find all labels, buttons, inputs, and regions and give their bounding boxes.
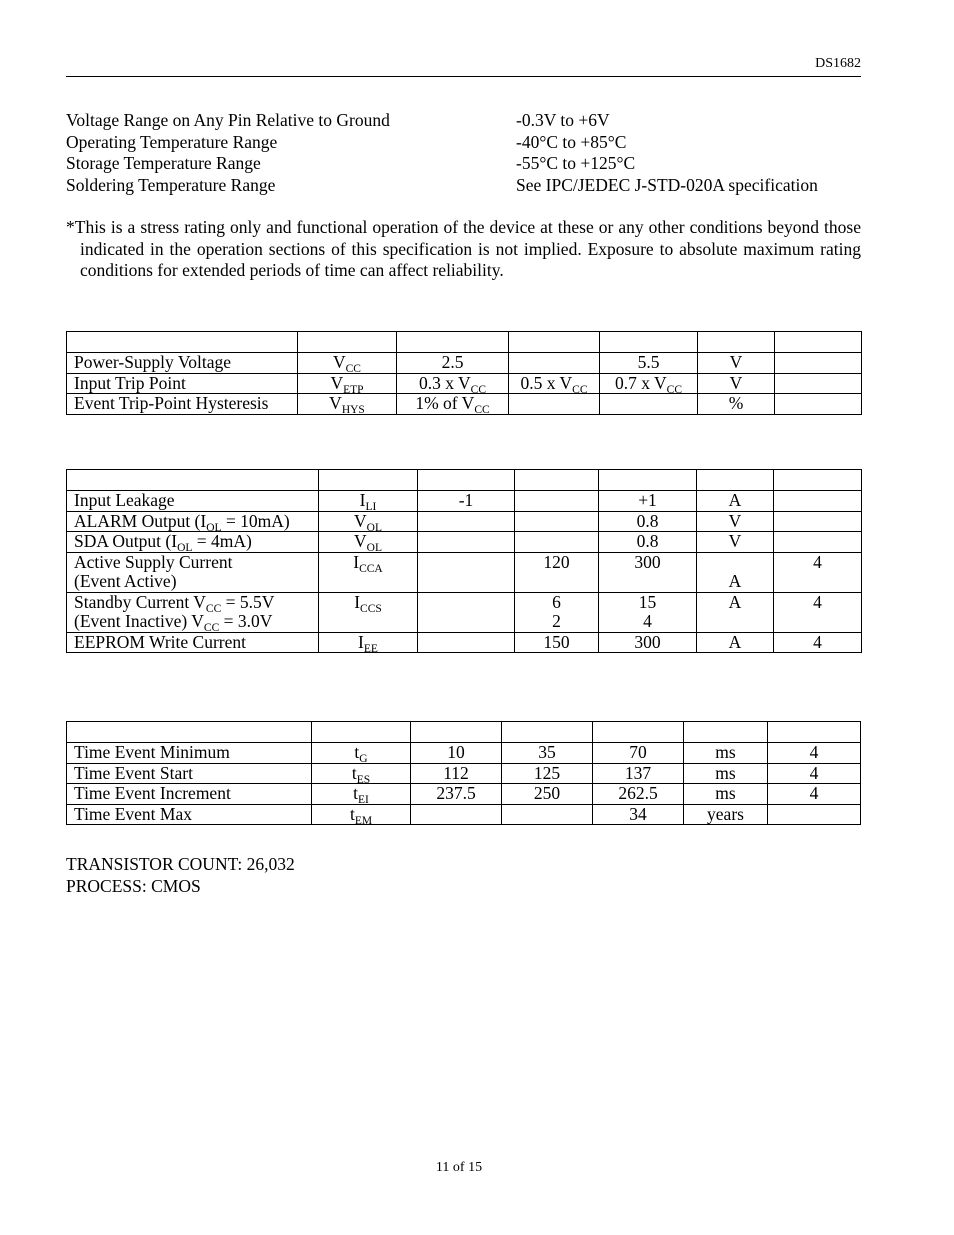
rating-parameter: Storage Temperature Range [66,153,261,173]
table-row [67,491,862,512]
units-cell: A [697,491,774,512]
table-row [67,592,862,632]
notes-cell: 4 [774,632,862,653]
max-cell: 0.7 x $V_{CC}$ [600,373,698,394]
typ-cell [515,511,599,532]
table-row [67,784,861,805]
units-cell: V [698,373,775,394]
table-row [67,373,862,394]
units-cell: A [697,592,774,632]
rating-row [66,132,866,154]
min-cell [418,632,515,653]
typ-cell: 250 [502,784,593,805]
document-id: DS1682 [815,56,861,71]
page-number: 11 of 15 [435,1160,483,1175]
symbol-cell: $V_{ETP}$ [298,373,397,394]
table-row [67,763,861,784]
symbol-cell: $I_{EE}$ [319,632,418,653]
table-header-row [67,332,862,353]
min-cell [418,511,515,532]
typ-cell [515,491,599,512]
symbol-cell: $t_{EI}$ [312,784,411,805]
notes-cell [775,373,862,394]
notes-cell [775,394,862,415]
param-cell: Event Trip-Point Hysteresis [67,394,298,415]
timing-characteristics-table [66,721,861,825]
symbol-cell: $t_G$ [312,743,411,764]
process-info [66,853,295,897]
table-header-row [67,722,861,743]
symbol-cell: $I_{CCA}$ [319,552,418,592]
rating-value: -0.3V to +6V [516,110,610,130]
units-cell: ms [684,763,768,784]
param-cell: Input Leakage [67,491,319,512]
max-cell: 5.5 [600,353,698,374]
typ-cell [515,532,599,553]
symbol-cell: $I_{LI}$ [319,491,418,512]
absolute-maximum-ratings [66,110,866,196]
symbol-cell: $I_{CCS}$ [319,592,418,632]
rating-parameter: Operating Temperature Range [66,131,278,152]
page-header [66,56,861,77]
min-cell: -1 [418,491,515,512]
table-header-row [67,470,862,491]
table-row [67,552,862,592]
symbol-cell: $V_{OL}$ [319,511,418,532]
param-cell: Input Trip Point [67,373,298,394]
transistor-count: TRANSISTOR COUNT: 26,032 [66,854,295,874]
note-text: *This is a stress rating only and functional operation of the device at these or any other conditions beyond those indicated in the operation sections of this specification is not implied. Exposure to absolute maximum rating conditions for extended periods of time can affect reliability. [66,217,861,280]
units-cell: A [697,632,774,653]
min-cell: 0.3 x $V_{CC}$ [397,373,509,394]
rating-value: -55°C to +125°C [516,153,636,173]
param-cell: Power-Supply Voltage [67,353,298,374]
max-cell [600,394,698,415]
min-cell: 10 [411,743,502,764]
units-cell: V [698,353,775,374]
max-cell: 70 [593,743,684,764]
process: PROCESS: CMOS [66,876,201,896]
units-cell: ms [684,743,768,764]
rating-row [66,153,866,175]
symbol-cell: $t_{ES}$ [312,763,411,784]
table-row [67,394,862,415]
symbol-cell: $V_{CC}$ [298,353,397,374]
table-row [67,511,862,532]
typ-cell: 6 2 [515,592,599,632]
stress-rating-note [66,217,861,282]
typ-cell: 125 [502,763,593,784]
min-cell: 1% of $V_{CC}$ [397,394,509,415]
notes-cell [774,491,862,512]
units-cell: V [697,511,774,532]
max-cell: 137 [593,763,684,784]
notes-cell: 4 [768,763,861,784]
units-cell: % [698,394,775,415]
typ-cell: 120 [515,552,599,592]
param-cell: Time Event Minimum [67,743,312,764]
table-row [67,743,861,764]
units-cell: years [684,804,768,825]
rating-value: See IPC/JEDEC J-STD-020A specification [516,174,818,195]
notes-cell: 4 [774,552,862,592]
param-cell: Active Supply Current (Event Active) [67,552,319,592]
typ-cell: 35 [502,743,593,764]
notes-cell [768,804,861,825]
table-row [67,632,862,653]
table-row [67,532,862,553]
notes-cell: 4 [774,592,862,632]
min-cell [411,804,502,825]
units-cell: A [697,552,774,592]
max-cell: 15 4 [599,592,697,632]
max-cell: 262.5 [593,784,684,805]
min-cell: 237.5 [411,784,502,805]
units-cell: V [697,532,774,553]
max-cell: 300 [599,552,697,592]
notes-cell [774,532,862,553]
recommended-operating-conditions-table [66,331,862,415]
max-cell: +1 [599,491,697,512]
notes-cell: 4 [768,784,861,805]
rating-row [66,110,866,132]
max-cell: 34 [593,804,684,825]
max-cell: 300 [599,632,697,653]
dc-electrical-characteristics-table [66,469,862,653]
symbol-cell: $V_{HYS}$ [298,394,397,415]
notes-cell [774,511,862,532]
typ-cell [509,353,600,374]
table-row [67,804,861,825]
param-cell: Time Event Increment [67,784,312,805]
param-cell: SDA Output $(I_{OL} = 4mA)$ [67,532,319,553]
max-cell: 0.8 [599,532,697,553]
param-cell: Time Event Start [67,763,312,784]
notes-cell: 4 [768,743,861,764]
typ-cell: 0.5 x $V_{CC}$ [509,373,600,394]
typ-cell: 150 [515,632,599,653]
notes-cell [775,353,862,374]
typ-cell [502,804,593,825]
min-cell [418,592,515,632]
table-row [67,353,862,374]
param-cell: Standby Current $V_{CC} = 5.5V$ (Event Inactive) $V_{CC} = 3.0V$ [67,592,319,632]
min-cell [418,532,515,553]
max-cell: 0.8 [599,511,697,532]
symbol-cell: $V_{OL}$ [319,532,418,553]
units-cell: ms [684,784,768,805]
min-cell [418,552,515,592]
typ-cell [509,394,600,415]
param-cell: Time Event Max [67,804,312,825]
rating-parameter: Soldering Temperature Range [66,174,276,195]
min-cell: 2.5 [397,353,509,374]
param-cell: ALARM Output $(I_{OL} = 10mA)$ [67,511,319,532]
min-cell: 112 [411,763,502,784]
rating-row [66,175,866,197]
rating-value: -40°C to +85°C [516,131,627,152]
symbol-cell: $t_{EM}$ [312,804,411,825]
rating-parameter: Voltage Range on Any Pin Relative to Ground [66,110,390,130]
param-cell: EEPROM Write Current [67,632,319,653]
